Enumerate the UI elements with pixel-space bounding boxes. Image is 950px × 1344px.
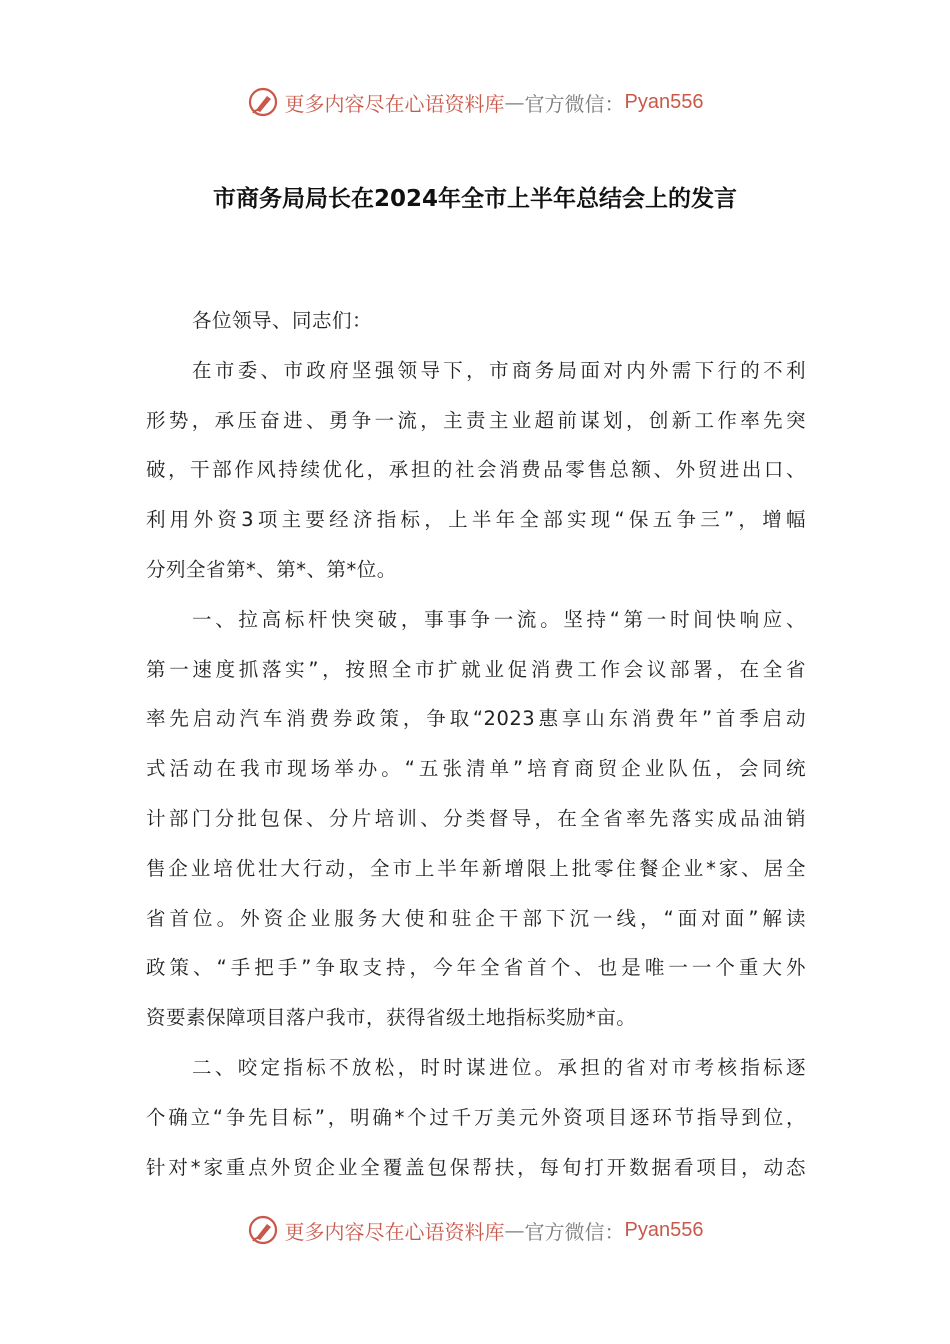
body-text-line: 式活动在我市现场举办。“五张清单”培育商贸企业队伍，会同统 — [146, 757, 806, 781]
banner-site-text: 更多内容尽在心语资料库 — [284, 91, 505, 116]
banner-dash: — — [504, 90, 525, 114]
document-title: 市商务局局长在2024年全市上半年总结会上的发言 — [212, 186, 737, 212]
banner-wechat-label: 官方微信： — [524, 91, 625, 116]
body-text-line: 政策、“手把手”争取支持，今年全省首个、也是唯一一个重大外 — [146, 956, 806, 980]
banner-wechat-id: Pyan556 — [624, 1218, 704, 1241]
body-text-line: 售企业培优壮大行动，全市上半年新增限上批零住餐企业*家、居全 — [146, 856, 806, 880]
pen-nib-circle-icon — [247, 86, 279, 118]
pen-nib-circle-icon — [247, 1214, 279, 1246]
body-text-line: 资要素保障项目落户我市，获得省级土地指标奖励*亩。 — [146, 1006, 637, 1030]
body-text-line: 个确立“争先目标”，明确*个过千万美元外资项目逐环节指导到位， — [146, 1105, 806, 1129]
body-text-line: 二、咬定指标不放松，时时谋进位。承担的省对市考核指标逐 — [192, 1055, 806, 1079]
body-text-line: 第一速度抓落实”，按照全市扩就业促消费工作会议部署，在全省 — [146, 657, 806, 681]
header-watermark-banner — [0, 86, 950, 118]
body-text-line: 各位领导、同志们： — [192, 309, 373, 332]
body-text-line: 省首位。外资企业服务大使和驻企干部下沉一线，“面对面”解读 — [146, 906, 806, 930]
body-text-line: 率先启动汽车消费券政策，争取“2023惠享山东消费年”首季启动 — [146, 707, 806, 731]
body-text-line: 利用外资3项主要经济指标，上半年全部实现“保五争三”，增幅 — [146, 508, 806, 532]
footer-watermark-banner — [0, 1214, 950, 1246]
document-body — [146, 296, 806, 1192]
banner-site-text: 更多内容尽在心语资料库 — [284, 1219, 505, 1244]
body-text-line: 计部门分批包保、分片培训、分类督导，在全省率先落实成品油销 — [146, 806, 806, 830]
body-text-line: 针对*家重点外贸企业全覆盖包保帮扶，每旬打开数据看项目，动态 — [146, 1155, 806, 1179]
body-text-line: 破，干部作风持续优化，承担的社会消费品零售总额、外贸进出口、 — [146, 458, 806, 482]
body-text-line: 分列全省第*、第*、第*位。 — [146, 557, 397, 581]
banner-wechat-label: 官方微信： — [524, 1219, 625, 1244]
body-text-line: 在市委、市政府坚强领导下，市商务局面对内外需下行的不利 — [192, 358, 806, 382]
banner-dash: — — [504, 1218, 525, 1242]
body-text-line: 形势，承压奋进、勇争一流，主责主业超前谋划，创新工作率先突 — [146, 408, 806, 432]
body-text-line: 一、拉高标杆快突破，事事争一流。坚持“第一时间快响应、 — [192, 607, 806, 631]
banner-wechat-id: Pyan556 — [624, 90, 704, 113]
